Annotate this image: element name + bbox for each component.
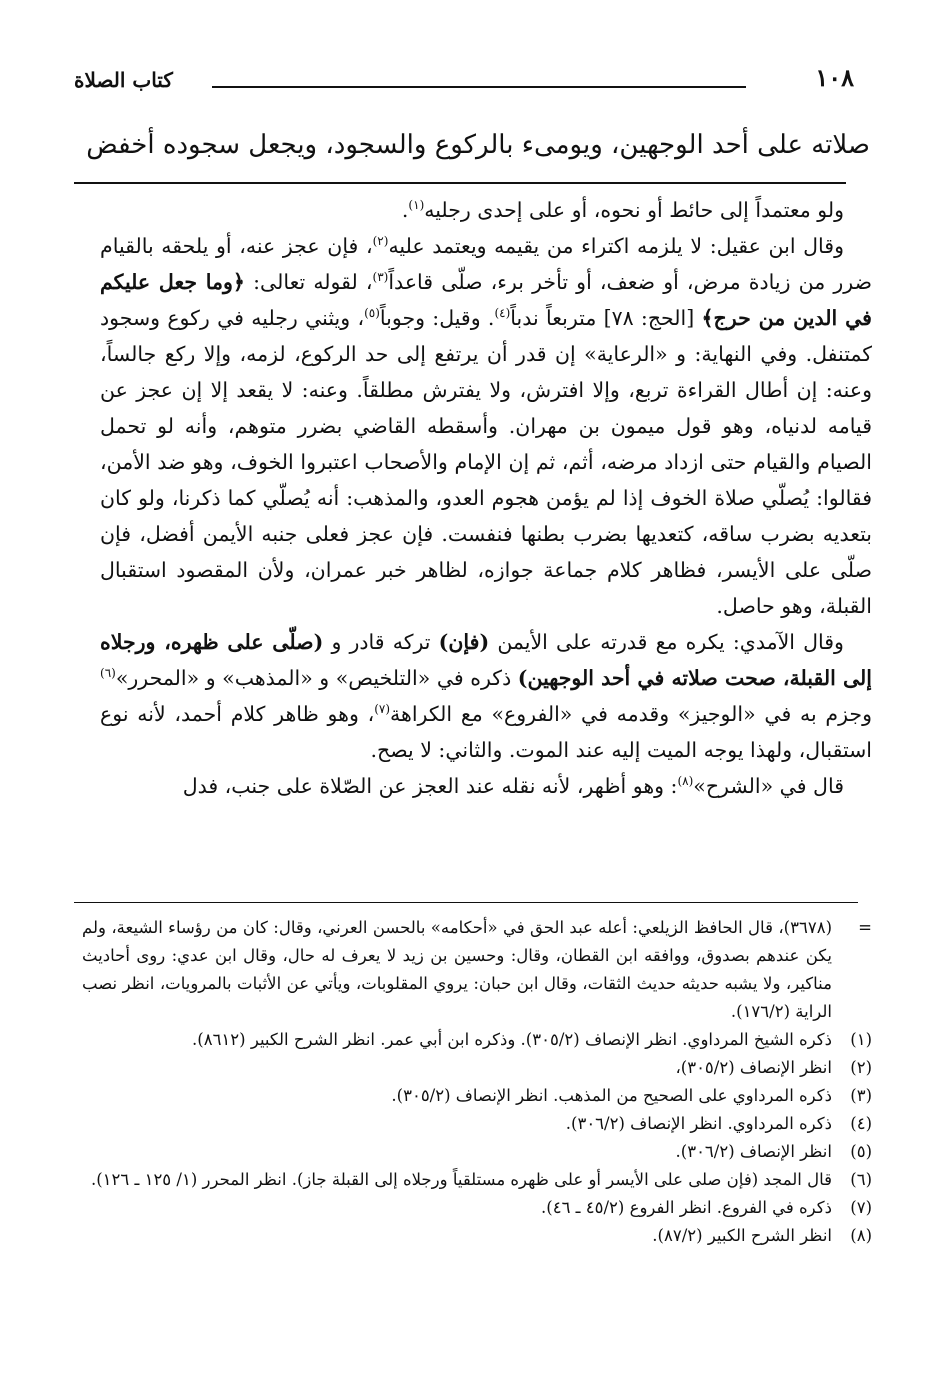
footnote-4 xyxy=(82,1110,872,1138)
footnote-mark: (٤) xyxy=(850,1114,872,1133)
p1-text: ولو معتمداً إلى حائط أو نحوه، أو على إحدى رجليه xyxy=(424,198,844,222)
page-header xyxy=(74,62,854,102)
paragraph-3 xyxy=(100,624,872,768)
footnote-text: ذكره المرداوي. انظر الإنصاف (٣٠٦/٢). xyxy=(565,1114,832,1133)
footnote-mark: (٦) xyxy=(850,1170,872,1189)
footnote-ref-6: (٦) xyxy=(100,666,116,681)
quran-verse: ﴿وما جعل عليكم في الدين من حرج﴾ xyxy=(100,270,872,330)
p3-bold-2: (صلّى على ظهره، ورجلاه إلى القبلة، صحت صلاته في أحد الوجهين) xyxy=(100,630,872,690)
footnote-separator xyxy=(74,902,858,903)
footnote-text: قال المجد (فإن صلى على الأيسر أو على ظهره مستلقياً ورجلاه إلى القبلة جاز). انظر المحرر (١/ ١٢٥ ـ ١٢٦). xyxy=(90,1170,832,1189)
footnote-5 xyxy=(82,1138,872,1166)
footnote-7 xyxy=(82,1194,872,1222)
footnote-mark: (٣) xyxy=(850,1086,872,1105)
footnote-ref-8: (٨) xyxy=(677,774,694,789)
page-number: ١٠٨ xyxy=(815,63,854,92)
p3-a: وقال الآمدي: يكره مع قدرته على الأيمن xyxy=(497,630,844,654)
footnote-3 xyxy=(82,1082,872,1110)
p4-b: : وهو أظهر، لأنه نقله عند العجز عن الصّلاة على جنب، فدل xyxy=(182,774,678,798)
p3-e: وجزم به في «الوجيز» وقدمه في «الفروع» مع الكراهة xyxy=(390,702,872,726)
commentary-body xyxy=(100,192,872,804)
paragraph-1 xyxy=(100,192,872,228)
footnote-continued xyxy=(82,914,872,1026)
p1-end: . xyxy=(401,198,409,222)
footnote-text: انظر الإنصاف (٣٠٥/٢)، xyxy=(675,1058,832,1077)
footnote-mark: (٨) xyxy=(850,1226,872,1245)
p3-d: ذكره في «التلخيص» و «المذهب» و «المحرر» xyxy=(115,666,512,690)
p3-bold-1: (فإن) xyxy=(438,630,490,654)
footnote-text: ذكره الشيخ المرداوي. انظر الإنصاف (٣٠٥/٢). وذكره ابن أبي عمر. انظر الشرح الكبير (٨٦١٢). xyxy=(192,1030,832,1049)
matn-separator xyxy=(74,182,846,184)
footnote-mark: = xyxy=(858,918,872,937)
p2-b: ، فإن عجز عنه، أو يلحقه بالقيام ضرر من زيادة مرض، أو ضعف، أو تأخر برء، صلّى قاعداً xyxy=(100,234,872,294)
footnote-8 xyxy=(82,1222,872,1250)
footnote-ref-5: (٥) xyxy=(364,306,380,321)
paragraph-2 xyxy=(100,228,872,624)
footnote-text: ذكره المرداوي على الصحيح من المذهب. انظر الإنصاف (٣٠٥/٢). xyxy=(391,1086,832,1105)
footnotes xyxy=(82,914,872,1250)
footnote-mark: (٥) xyxy=(850,1142,872,1161)
p2-a: وقال ابن عقيل: لا يلزمه اكتراء من يقيمه ويعتمد عليه xyxy=(388,234,844,258)
footnote-text: انظر الشرح الكبير (٨٧/٢). xyxy=(652,1226,832,1245)
paragraph-4 xyxy=(100,768,872,804)
header-rule xyxy=(212,86,746,88)
footnote-1 xyxy=(82,1026,872,1054)
p2-c: ، لقوله تعالى: xyxy=(253,270,373,294)
p3-c: تركه قادر و xyxy=(331,630,431,654)
footnote-text: ذكره في الفروع. انظر الفروع (٤٥/٢ ـ ٤٦). xyxy=(541,1198,832,1217)
p2-d: [الحج: ٧٨] متربعاً ندباً xyxy=(510,306,695,330)
footnote-ref-7: (٧) xyxy=(374,702,391,717)
footnote-2 xyxy=(82,1054,872,1082)
footnote-ref-4: (٤) xyxy=(494,306,511,321)
p2-e: . وقيل: وجوباً xyxy=(379,306,495,330)
footnote-ref-3: (٣) xyxy=(372,270,389,285)
p3-f: ، وهو ظاهر كلام أحمد، لأنه نوع استقبال، ولهذا يوجه الميت إليه عند الموت. والثاني: لا يصح. xyxy=(100,702,872,762)
p4-a: قال في «الشرح» xyxy=(693,774,844,798)
matn-line: صلاته على أحد الوجهين، ويومىء بالركوع والسجود، ويجعل سجوده أخفض xyxy=(86,130,870,160)
p2-f: ، ويثني رجليه في ركوع وسجود كمتنفل. وفي النهاية: و «الرعاية» إن قدر أن يرتفع إلى حد الركوع، لزمه، وإلا ركع جالساً، وعنه: إن أطال القراءة تربع، وإلا افترش، ولا يفترش مطلقاً. وعنه: لا يقعد إلا إن عجز عن قيامه لدنياه، وهو قول ميمون بن مهران. وأسقطه القاضي بضرر متوهم، وأنه لو تحمل الصيام والقيام حتى ازداد مرضه، أثم، ثم إن الإمام والأصحاب اعتبروا الخوف، وهو ضد الأمن، فقالوا: يُصلّي صلاة الخوف إذا لم يؤمن هجوم العدو، والمذهب: أنه يُصلّي كما ذكرنا، ولو كان بتعديه بضرب ساقه، كتعديها بضرب بطنها فنفست. فإن عجز فعلى جنبه الأيمن أفضل، فإن صلّى على الأيسر، فظاهر كلام جماعة جوازه، لظاهر خبر عمران، ولأن المقصود استقبال القبلة، وهو حاصل. xyxy=(100,306,872,618)
footnote-6 xyxy=(82,1166,872,1194)
footnote-ref-1: (١) xyxy=(408,198,425,213)
footnote-ref-2: (٢) xyxy=(372,234,389,249)
footnote-mark: (٢) xyxy=(850,1058,872,1077)
footnote-text: انظر الإنصاف (٣٠٦/٢). xyxy=(675,1142,832,1161)
footnote-text: (٣٦٧٨)، قال الحافظ الزيلعي: أعله عبد الحق في «أحكامه» بالحسن العرني، وقال: كان من رؤساء الشيعة، ولم يكن عندهم بصدوق، ووافقه ابن القطان، وقال: وحسين بن زيد لا يعرف له حال، وقال ابن عدي: روى أحاديث مناكير، ولا يشبه حديثه حديث الثقات، وقال ابن حبان: يروي المقلوبات، ويأتي عن الأثبات بالمرويات، انظر نصب الراية (١٧٦/٢). xyxy=(82,918,832,1021)
footnote-mark: (١) xyxy=(850,1030,872,1049)
footnote-mark: (٧) xyxy=(850,1198,872,1217)
book-title: كتاب الصلاة xyxy=(74,68,173,92)
